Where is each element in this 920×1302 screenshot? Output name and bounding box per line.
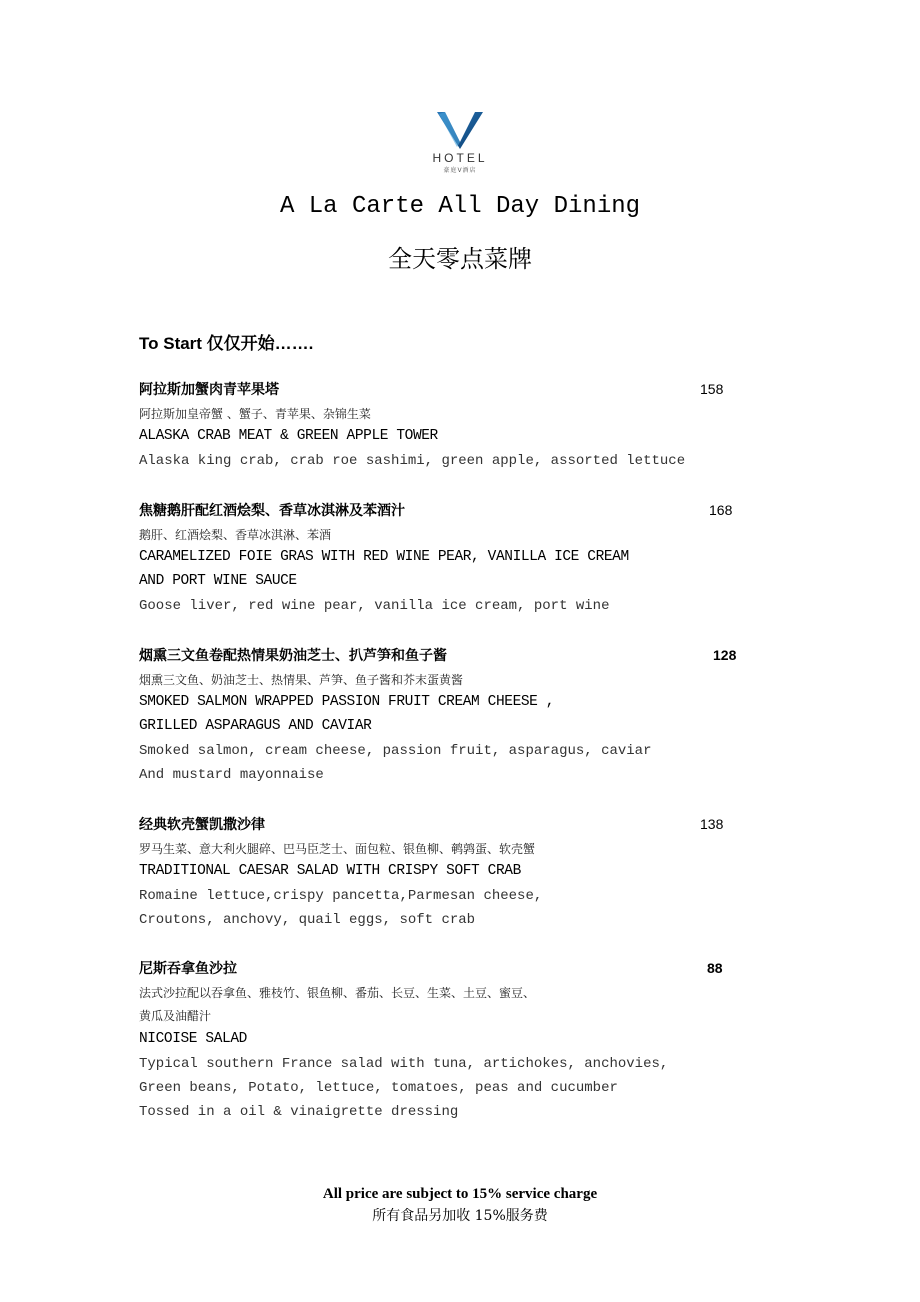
item-desc-english: Smoked salmon, cream cheese, passion fruit, asparagus, caviar — [139, 743, 652, 759]
item-price: 128 — [713, 647, 737, 663]
menu-title-chinese: 全天零点菜牌 — [388, 245, 532, 273]
item-price: 88 — [707, 960, 723, 976]
item-name-english: NICOISE SALAD — [139, 1031, 247, 1047]
item-name-english: ALASKA CRAB MEAT & GREEN APPLE TOWER — [139, 428, 438, 444]
item-desc-chinese: 烟熏三文鱼、奶油芝士、热情果、芦笋、鱼子酱和芥末蛋黄酱 — [139, 673, 464, 687]
item-desc-english: Alaska king crab, crab roe sashimi, green apple, assorted lettuce — [139, 453, 686, 469]
menu-title-english: A La Carte All Day Dining — [279, 193, 641, 220]
item-name-english: GRILLED ASPARAGUS AND CAVIAR — [139, 718, 372, 734]
item-name-chinese: 经典软壳蟹凯撒沙律 — [139, 817, 265, 833]
item-name-english: CARAMELIZED FOIE GRAS WITH RED WINE PEAR, VANILLA ICE CREAM — [139, 549, 629, 565]
item-desc-chinese: 黄瓜及油醋汁 — [139, 1009, 212, 1023]
logo-subtitle: 豪庭V酒店 — [443, 167, 477, 174]
item-name-english: AND PORT WINE SAUCE — [139, 573, 297, 589]
item-desc-chinese: 法式沙拉配以吞拿鱼、雅枝竹、银鱼柳、番茄、长豆、生菜、土豆、蜜豆、 — [139, 986, 536, 1000]
item-price: 168 — [709, 502, 733, 518]
item-desc-english: Goose liver, red wine pear, vanilla ice cream, port wine — [139, 598, 610, 614]
section-heading: To Start 仅仅开始……. — [139, 334, 314, 353]
item-desc-english: And mustard mayonnaise — [139, 767, 324, 783]
item-price: 138 — [700, 816, 724, 832]
item-desc-chinese: 鹅肝、红酒烩梨、香草冰淇淋、苯酒 — [139, 528, 332, 542]
item-name-chinese: 烟熏三文鱼卷配热情果奶油芝士、扒芦笋和鱼子酱 — [139, 648, 447, 664]
service-charge-note-english: All price are subject to 15% service charge — [322, 1186, 598, 1202]
item-name-english: SMOKED SALMON WRAPPED PASSION FRUIT CREAM CHEESE , — [139, 694, 555, 710]
item-price: 158 — [700, 381, 724, 397]
v-logo-icon — [435, 110, 485, 150]
item-name-chinese: 阿拉斯加蟹肉青苹果塔 — [139, 382, 279, 398]
item-desc-english: Tossed in a oil & vinaigrette dressing — [139, 1104, 459, 1120]
item-desc-english: Green beans, Potato, lettuce, tomatoes, peas and cucumber — [139, 1080, 618, 1096]
item-desc-chinese: 罗马生菜、意大利火腿碎、巴马臣芝士、面包粒、银鱼柳、鹌鹑蛋、软壳蟹 — [139, 842, 536, 856]
service-charge-note-chinese: 所有食品另加收 15%服务费 — [372, 1208, 548, 1224]
item-desc-chinese: 阿拉斯加皇帝蟹 、蟹子、青苹果、杂锦生菜 — [139, 407, 371, 421]
item-desc-english: Typical southern France salad with tuna, artichokes, anchovies, — [139, 1056, 669, 1072]
item-desc-english: Croutons, anchovy, quail eggs, soft crab — [139, 912, 476, 928]
item-name-chinese: 尼斯吞拿鱼沙拉 — [139, 961, 237, 977]
item-name-chinese: 焦糖鹅肝配红酒烩梨、香草冰淇淋及苯酒汁 — [139, 503, 405, 519]
logo-hotel-text: HOTEL — [432, 151, 488, 165]
hotel-logo — [0, 110, 920, 174]
item-desc-english: Romaine lettuce,crispy pancetta,Parmesan cheese, — [139, 888, 543, 904]
item-name-english: TRADITIONAL CAESAR SALAD WITH CRISPY SOFT CRAB — [139, 863, 521, 879]
